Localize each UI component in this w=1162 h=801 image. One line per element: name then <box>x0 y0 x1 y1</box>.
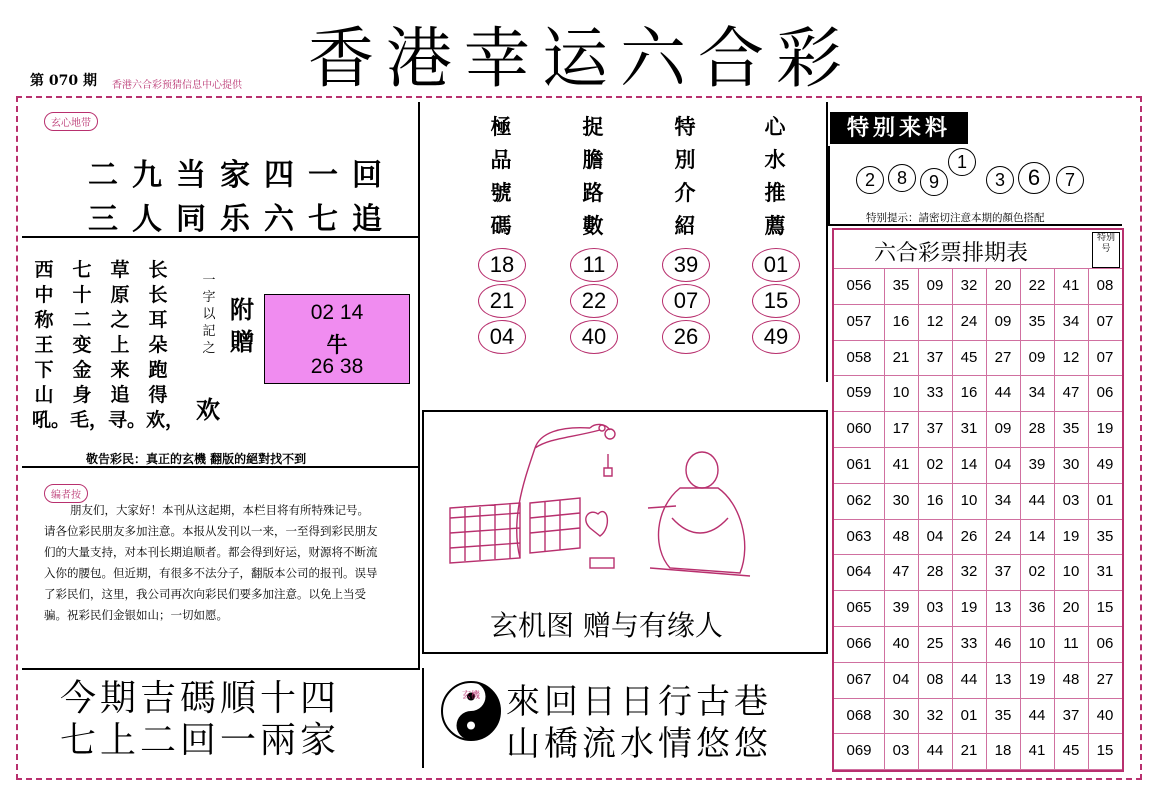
table-number-cell: 46 <box>994 635 1012 652</box>
table-number-cell: 32 <box>960 277 978 294</box>
table-number-cell: 31 <box>1096 563 1114 581</box>
special-number: 7 <box>1056 166 1084 194</box>
table-number-cell: 17 <box>892 420 910 438</box>
table-number-cell: 33 <box>926 384 944 402</box>
monk-body <box>648 488 745 573</box>
table-number-cell: 39 <box>892 599 910 617</box>
table-number-cell: 37 <box>1062 706 1080 724</box>
table-number-cell: 34 <box>1028 384 1046 402</box>
table-number-cell: 01 <box>1096 491 1114 509</box>
table-number-cell: 37 <box>994 563 1012 581</box>
pink-number-box <box>264 294 410 384</box>
table-number-cell: 14 <box>960 456 978 473</box>
table-number-cell: 41 <box>1028 742 1046 760</box>
table-number-cell: 15 <box>1096 742 1114 760</box>
table-number-cell: 03 <box>926 599 944 617</box>
table-number-cell: 35 <box>1096 527 1114 545</box>
warning-text: 敬告彩民：真正的玄機 翻版的絕對找不到 <box>86 452 307 466</box>
bottom-mid-line-1: 來回日日行古巷 <box>506 682 772 722</box>
table-number-cell: 02 <box>926 456 944 473</box>
chicken <box>586 512 608 536</box>
table-number-cell: 36 <box>1028 599 1046 617</box>
table-number-cell: 40 <box>892 635 910 652</box>
table-number-cell: 44 <box>1028 491 1046 509</box>
table-issue-cell: 061 <box>846 456 872 473</box>
table-number-cell: 32 <box>960 563 978 581</box>
table-number-cell: 19 <box>1096 420 1114 438</box>
table-issue-cell: 059 <box>846 384 872 402</box>
table-number-cell: 16 <box>960 384 978 402</box>
table-number-cell: 44 <box>960 670 978 688</box>
table-number-cell: 32 <box>926 706 944 724</box>
table-number-cell: 13 <box>994 670 1012 688</box>
pink-row-2: 牛 <box>326 334 348 357</box>
recommended-number: 11 <box>570 248 618 282</box>
table-number-cell: 19 <box>1062 527 1080 545</box>
recommended-number: 01 <box>752 248 800 282</box>
table-issue-cell: 066 <box>846 635 872 652</box>
table-number-cell: 15 <box>1096 599 1114 617</box>
table-issue-cell: 062 <box>846 491 872 509</box>
special-number: 3 <box>986 166 1014 194</box>
table-number-cell: 08 <box>926 670 944 688</box>
table-number-cell: 09 <box>926 277 944 294</box>
column-header: 特別介紹 <box>674 114 696 238</box>
schedule-title: 六合彩票排期表 <box>874 241 1029 266</box>
special-number: 6 <box>1018 162 1050 194</box>
table-number-cell: 48 <box>892 527 910 545</box>
special-number: 8 <box>888 164 916 192</box>
table-number-cell: 37 <box>926 348 944 366</box>
column-header: 極品號碼 <box>490 114 512 238</box>
recommended-number: 21 <box>478 284 526 318</box>
story-text: 朋友们，大家好！本刊从这起期，本栏目将有所特殊记号。请各位彩民朋友多加注意。本报从发刊以一来，一至得到彩民朋友们的大量支持，对本刊长期追顺者。都会得到好运，财源将不断流入你的腰包。但近期，有很多不法分子，翻版本公司的报刊。误导了彩民们，这里，我公司再次向彩民们要多加注意。以免上当受骗。祝彩民们金银如山；一切如愿。 <box>44 503 378 622</box>
issue-source: 香港六合彩预猜信息中心提供 <box>112 80 242 91</box>
table-issue-cell: 065 <box>846 599 872 617</box>
table-number-cell: 14 <box>1028 527 1046 545</box>
table-number-cell: 08 <box>1096 277 1114 294</box>
recommended-number: 18 <box>478 248 526 282</box>
pink-row-3: 26 38 <box>310 355 364 378</box>
table-number-cell: 09 <box>994 312 1012 330</box>
riddle-line-2: 三人同乐六七追 <box>88 202 396 237</box>
table-issue-cell: 057 <box>846 312 872 330</box>
recommended-number: 07 <box>662 284 710 318</box>
table-number-cell: 27 <box>1096 670 1114 688</box>
poem-column: 草原之上来追寻。 <box>108 259 147 431</box>
table-row-line <box>834 769 1122 770</box>
special-hint: 特别提示：請密切注意本期的顏色搭配 <box>866 212 1045 224</box>
table-number-cell: 31 <box>960 420 978 438</box>
table-number-cell: 02 <box>1028 563 1046 581</box>
monk-head <box>686 452 718 488</box>
table-number-cell: 07 <box>1096 348 1114 366</box>
gift-word: 欢 <box>196 395 220 424</box>
bottom-mid-line-2: 山橋流水情悠悠 <box>506 724 772 764</box>
special-number: 1 <box>948 148 976 176</box>
issue-number: 第 070 期 <box>30 73 97 89</box>
table-number-cell: 04 <box>892 670 910 688</box>
table-number-cell: 20 <box>1062 599 1080 617</box>
table-number-cell: 03 <box>892 742 910 760</box>
table-number-cell: 04 <box>926 527 944 545</box>
side-note: 一字以記之 <box>202 273 216 356</box>
table-number-cell: 18 <box>994 742 1012 760</box>
table-issue-cell: 056 <box>846 277 872 294</box>
recommended-number: 39 <box>662 248 710 282</box>
table-number-cell: 12 <box>926 312 944 330</box>
table-issue-cell: 069 <box>846 742 872 760</box>
table-number-cell: 34 <box>994 491 1012 509</box>
table-number-cell: 47 <box>892 563 910 581</box>
table-number-cell: 19 <box>1028 670 1046 688</box>
table-number-cell: 21 <box>960 742 978 760</box>
table-number-cell: 30 <box>892 706 910 724</box>
table-number-cell: 06 <box>1096 384 1114 402</box>
bottom-left-line-2: 七上二回一兩家 <box>60 720 341 761</box>
table-number-cell: 26 <box>960 527 978 545</box>
table-number-cell: 30 <box>892 491 910 509</box>
special-number: 9 <box>920 168 948 196</box>
table-number-cell: 33 <box>960 635 978 652</box>
table-number-cell: 10 <box>1028 635 1046 652</box>
recommended-number: 15 <box>752 284 800 318</box>
table-number-cell: 39 <box>1028 456 1046 473</box>
recommended-number: 40 <box>570 320 618 354</box>
table-issue-cell: 064 <box>846 563 872 581</box>
table-number-cell: 10 <box>892 384 910 402</box>
table-number-cell: 03 <box>1062 491 1080 509</box>
table-number-cell: 44 <box>994 384 1012 402</box>
table-number-cell: 27 <box>994 348 1012 366</box>
table-number-cell: 40 <box>1096 706 1114 724</box>
bottom-left-line-1: 今期吉碼順十四 <box>60 678 341 719</box>
table-number-cell: 37 <box>926 420 944 438</box>
table-number-cell: 04 <box>994 456 1012 473</box>
table-number-cell: 41 <box>1062 277 1080 294</box>
recommended-number: 26 <box>662 320 710 354</box>
table-number-cell: 45 <box>1062 742 1080 760</box>
table-number-cell: 44 <box>1028 706 1046 724</box>
table-number-cell: 35 <box>1062 420 1080 438</box>
fence <box>450 503 520 563</box>
table-number-cell: 22 <box>1028 277 1046 294</box>
table-number-cell: 30 <box>1062 456 1080 473</box>
table-number-cell: 12 <box>1062 348 1080 366</box>
table-number-cell: 41 <box>892 456 910 473</box>
table-number-cell: 06 <box>1096 635 1114 652</box>
poem-column: 七十二变金身毛， <box>70 259 109 431</box>
recommended-number: 22 <box>570 284 618 318</box>
table-number-cell: 45 <box>960 348 978 366</box>
table-issue-cell: 060 <box>846 420 872 438</box>
poem-column: 西中称王下山吼。 <box>32 259 71 431</box>
table-number-cell: 28 <box>1028 420 1046 438</box>
pink-row-1: 02 14 <box>310 301 364 324</box>
column-header: 心水推薦 <box>764 114 786 238</box>
riddle-line-1: 二九当家四一回 <box>88 158 396 193</box>
table-issue-cell: 067 <box>846 670 872 688</box>
poem-column: 长长耳朵跑得欢， <box>146 259 185 431</box>
table-number-cell: 13 <box>994 599 1012 617</box>
table-number-cell: 21 <box>892 348 910 366</box>
fence-2 <box>530 498 580 553</box>
table-number-cell: 47 <box>1062 384 1080 402</box>
table-number-cell: 09 <box>994 420 1012 438</box>
recommended-number: 49 <box>752 320 800 354</box>
table-number-cell: 35 <box>892 277 910 294</box>
table-number-cell: 16 <box>892 312 910 330</box>
table-number-cell: 10 <box>1062 563 1080 581</box>
table-number-cell: 24 <box>994 527 1012 545</box>
special-number-header: 特别号 <box>1092 232 1120 268</box>
table-number-cell: 35 <box>1028 312 1046 330</box>
table-number-cell: 19 <box>960 599 978 617</box>
logo-text: 玄機 <box>462 691 481 701</box>
table-number-cell: 34 <box>1062 312 1080 330</box>
column-header: 捉膽路數 <box>582 114 604 238</box>
illustration-caption: 玄机图 赠与有缘人 <box>490 609 723 642</box>
schedule-table <box>832 228 1124 772</box>
table-number-cell: 35 <box>994 706 1012 724</box>
table-number-cell: 48 <box>1062 670 1080 688</box>
special-number: 2 <box>856 166 884 194</box>
table-number-cell: 10 <box>960 491 978 509</box>
lantern <box>604 454 612 476</box>
illustration <box>440 418 810 586</box>
table-number-cell: 11 <box>1063 635 1079 652</box>
table-issue-cell: 058 <box>846 348 872 366</box>
left-tag: 玄心地带 <box>44 112 98 131</box>
table-number-cell: 28 <box>926 563 944 581</box>
recommended-number: 04 <box>478 320 526 354</box>
gift-label: 附贈 <box>230 295 254 356</box>
table-number-cell: 20 <box>994 277 1012 294</box>
table-issue-cell: 068 <box>846 706 872 724</box>
page-title: 香港幸运六合彩 <box>308 23 854 96</box>
table-number-cell: 44 <box>926 742 944 760</box>
story-tag: 编者按 <box>44 484 88 503</box>
table-number-cell: 01 <box>960 706 978 724</box>
table-issue-cell: 063 <box>846 527 872 545</box>
table-number-cell: 07 <box>1096 312 1114 330</box>
table-number-cell: 24 <box>960 312 978 330</box>
table-number-cell: 49 <box>1096 456 1114 473</box>
table-number-cell: 09 <box>1028 348 1046 366</box>
special-title: 特别来料 <box>830 112 968 144</box>
table-number-cell: 16 <box>926 491 944 509</box>
table-number-cell: 25 <box>926 635 944 652</box>
